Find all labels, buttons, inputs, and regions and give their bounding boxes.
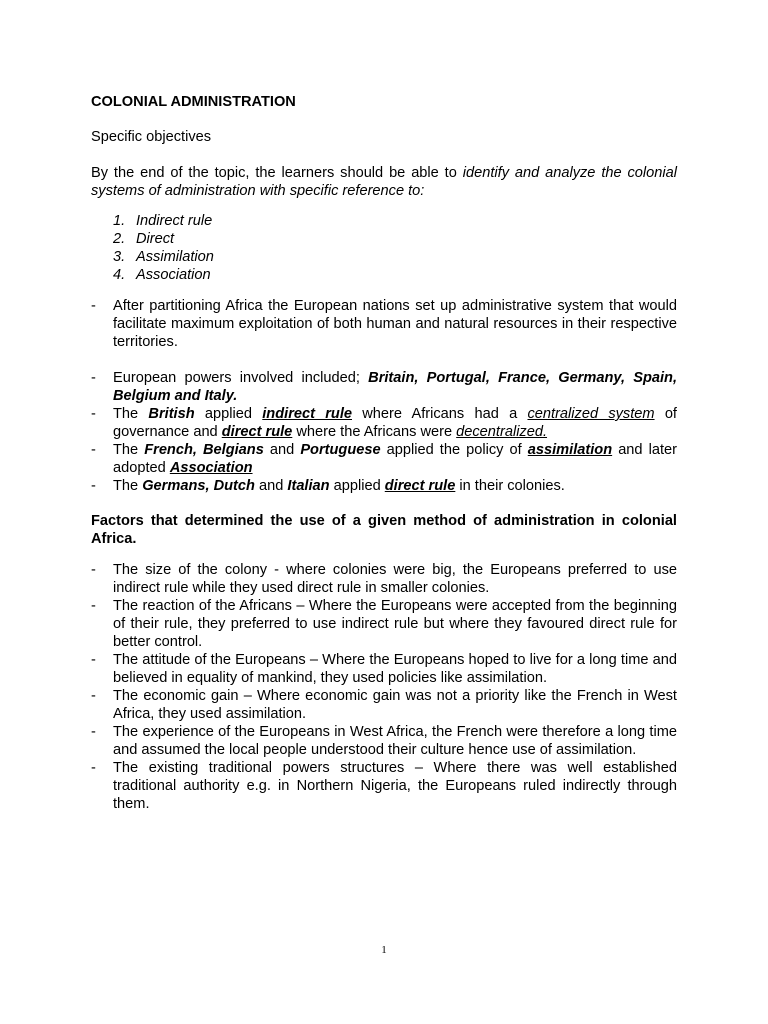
bullet-british (91, 405, 677, 441)
bullet-partitioning (91, 297, 677, 351)
bullet-text: The (113, 478, 143, 494)
bullet-germans (91, 477, 677, 495)
system-item (91, 230, 677, 248)
bullet-text: applied the policy of (380, 442, 528, 458)
item-label: Direct (136, 231, 175, 247)
system-item (91, 248, 677, 266)
direct-rule-emphasis: direct rule (384, 478, 456, 494)
assimilation-emphasis: assimilation (527, 442, 613, 458)
system-item (91, 212, 677, 230)
dash-marker: - (91, 760, 96, 776)
objectives-heading: Specific objectives (91, 129, 212, 145)
item-label: Association (136, 267, 211, 283)
item-label: Indirect rule (136, 213, 213, 229)
dash-marker: - (91, 688, 96, 704)
bullet-text: applied (329, 478, 385, 494)
countries-emphasis: Britain, Portugal, France, Germany, Spain, Belgium and Italy. (113, 370, 677, 404)
bullet-text: and (263, 442, 301, 458)
french-belgians-emphasis: French, Belgians (144, 442, 264, 458)
dash-marker: - (91, 406, 96, 422)
factor-item (91, 687, 677, 723)
document-title: COLONIAL ADMINISTRATION (91, 94, 296, 110)
system-item (91, 266, 677, 284)
intro-text: By the end of the topic, the learners should be able to (91, 165, 463, 181)
bullet-text: European powers involved included; (113, 370, 369, 386)
partitioning-list (91, 297, 677, 351)
factor-item (91, 597, 677, 651)
factor-text: The attitude of the Europeans – Where the Europeans hoped to live for a long time and believed in equality of mankind, they used policies like assimilation. (113, 652, 677, 686)
indirect-rule-emphasis: indirect rule (262, 406, 352, 422)
bullet-text: of governance and (113, 406, 677, 440)
germans-dutch-emphasis: Germans, Dutch (142, 478, 255, 494)
dash-marker: - (91, 442, 96, 458)
item-number: 1. (113, 213, 126, 229)
bullet-text: and (254, 478, 288, 494)
centralized-system-emphasis: centralized system (527, 406, 655, 422)
administration-systems-list (91, 212, 677, 284)
dash-marker: - (91, 298, 96, 314)
factors-heading: Factors that determined the use of a given method of administration in colonial Africa. (91, 513, 677, 547)
dash-marker: - (91, 598, 96, 614)
bullet-text: After partitioning Africa the European nations set up administrative system that would facilitate maximum exploitation of both human and natural resources in their respective territories. (113, 298, 677, 350)
dash-marker: - (91, 724, 96, 740)
association-emphasis: Association (169, 460, 253, 476)
item-number: 2. (113, 231, 126, 247)
italian-emphasis: Italian (287, 478, 330, 494)
british-emphasis: British (148, 406, 195, 422)
factor-text: The existing traditional powers structures – Where there was well established traditional authority e.g. in Northern Nigeria, the Europeans ruled indirectly through them. (113, 760, 677, 812)
factor-item (91, 759, 677, 813)
bullet-text: and later adopted (113, 442, 677, 476)
page-content (91, 93, 677, 813)
factor-item (91, 723, 677, 759)
bullet-powers (91, 369, 677, 405)
bullet-text: The (113, 406, 149, 422)
item-number: 4. (113, 267, 126, 283)
intro-italic-text: identify and analyze the colonial systems of administration with specific reference to: (91, 165, 677, 199)
bullet-text: The (113, 442, 145, 458)
european-powers-list (91, 369, 677, 495)
direct-rule-emphasis: direct rule (221, 424, 293, 440)
factors-list (91, 561, 677, 813)
factor-item (91, 651, 677, 687)
bullet-text: applied (194, 406, 263, 422)
factor-text: The size of the colony - where colonies were big, the Europeans preferred to use indirect rule while they used direct rule in smaller colonies. (113, 562, 677, 596)
bullet-text: in their colonies. (455, 478, 565, 494)
dash-marker: - (91, 478, 96, 494)
dash-marker: - (91, 562, 96, 578)
decentralized-emphasis: decentralized. (456, 424, 548, 440)
bullet-french (91, 441, 677, 477)
item-number: 3. (113, 249, 126, 265)
page-number: 1 (381, 944, 387, 956)
bullet-text: where Africans had a (352, 406, 528, 422)
factor-text: The economic gain – Where economic gain was not a priority like the French in West Africa, they used assimilation. (113, 688, 677, 722)
factor-item (91, 561, 677, 597)
factor-text: The reaction of the Africans – Where the Europeans were accepted from the beginning of their rule, they preferred to use indirect rule but where they favoured direct rule for better control. (113, 598, 677, 650)
bullet-text: where the Africans were (292, 424, 457, 440)
item-label: Assimilation (136, 249, 214, 265)
intro-paragraph (91, 164, 677, 200)
dash-marker: - (91, 370, 96, 386)
factor-text: The experience of the Europeans in West Africa, the French were therefore a long time and assumed the local people understood their culture hence use of assimilation. (113, 724, 677, 758)
dash-marker: - (91, 652, 96, 668)
portuguese-emphasis: Portuguese (300, 442, 381, 458)
